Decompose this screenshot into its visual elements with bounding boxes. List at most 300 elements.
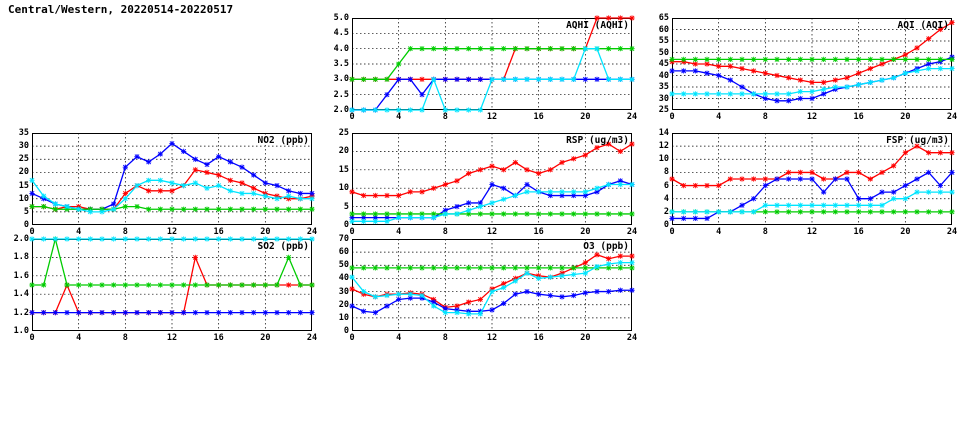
series-marker-d3 (204, 207, 209, 212)
series-marker-d4 (29, 178, 34, 183)
series-marker-d2 (903, 183, 908, 188)
series-marker-d4 (384, 107, 389, 112)
series-marker-d2 (396, 297, 401, 302)
series-marker-d2 (309, 310, 314, 315)
series-marker-d2 (914, 176, 919, 181)
series-marker-d2 (216, 310, 221, 315)
series-marker-d3 (669, 57, 674, 62)
series-marker-d3 (856, 57, 861, 62)
plot-label-rsp: RSP (ug/m3) (566, 135, 629, 146)
series-marker-d1 (594, 252, 599, 257)
series-marker-d3 (384, 211, 389, 216)
series-marker-d3 (548, 211, 553, 216)
series-marker-d4 (466, 208, 471, 213)
series-marker-d4 (583, 189, 588, 194)
series-marker-d4 (419, 215, 424, 220)
series-marker-d4 (856, 203, 861, 208)
plot-canvas-no2 (32, 133, 312, 225)
series-marker-d3 (833, 209, 838, 214)
series-marker-d1 (629, 253, 634, 258)
plot-label-fsp: FSP (ug/m3) (886, 135, 949, 146)
series-marker-d1 (903, 52, 908, 57)
y-tick-label: 20 (338, 146, 349, 157)
y-tick-label: 30 (338, 286, 349, 297)
x-tick-label: 20 (900, 112, 911, 122)
chart-panel-o3 (338, 234, 638, 343)
series-marker-d2 (798, 176, 803, 181)
series-marker-d3 (559, 211, 564, 216)
series-marker-d1 (618, 253, 623, 258)
series-marker-d2 (774, 176, 779, 181)
series-marker-d2 (298, 310, 303, 315)
series-marker-d3 (349, 77, 354, 82)
series-marker-d4 (798, 203, 803, 208)
y-tick-label: 2.5 (333, 89, 349, 100)
series-marker-d1 (419, 189, 424, 194)
series-marker-d3 (501, 265, 506, 270)
series-marker-d3 (53, 207, 58, 212)
series-marker-d1 (361, 193, 366, 198)
series-marker-d4 (669, 91, 674, 96)
series-marker-d2 (594, 77, 599, 82)
plot-label-o3: O3 (ppb) (583, 241, 629, 252)
y-tick-label: 50 (338, 260, 349, 271)
series-marker-d4 (833, 203, 838, 208)
series-marker-d1 (938, 150, 943, 155)
series-marker-d3 (193, 207, 198, 212)
series-marker-d3 (454, 265, 459, 270)
series-marker-d3 (763, 209, 768, 214)
series-marker-d2 (146, 310, 151, 315)
series-marker-d1 (146, 188, 151, 193)
series-marker-d2 (821, 91, 826, 96)
series-marker-d2 (146, 159, 151, 164)
series-marker-d2 (594, 289, 599, 294)
series-marker-d3 (454, 46, 459, 51)
series-marker-d1 (548, 167, 553, 172)
series-marker-d4 (606, 182, 611, 187)
series-marker-d4 (809, 203, 814, 208)
series-marker-d1 (466, 171, 471, 176)
series-marker-d3 (704, 57, 709, 62)
series-marker-d4 (548, 189, 553, 194)
series-marker-d3 (408, 265, 413, 270)
series-marker-d2 (489, 182, 494, 187)
series-marker-d3 (204, 282, 209, 287)
series-marker-d4 (548, 274, 553, 279)
y-tick-label: 55 (658, 36, 669, 46)
series-marker-d4 (594, 264, 599, 269)
x-tick-label: 8 (762, 227, 768, 237)
series-marker-d4 (204, 236, 209, 241)
series-marker-d1 (431, 186, 436, 191)
y-tick-label: 3.0 (333, 74, 349, 85)
series-marker-d3 (536, 265, 541, 270)
series-marker-d4 (111, 207, 116, 212)
x-tick-label: 24 (626, 112, 638, 122)
series-marker-d2 (786, 98, 791, 103)
series-marker-d2 (536, 292, 541, 297)
series-marker-d4 (478, 204, 483, 209)
series-marker-d4 (681, 91, 686, 96)
series-marker-d4 (594, 186, 599, 191)
series-marker-d1 (926, 36, 931, 41)
series-marker-d3 (111, 282, 116, 287)
series-marker-d3 (548, 46, 553, 51)
series-marker-d3 (536, 211, 541, 216)
series-marker-d3 (833, 57, 838, 62)
series-marker-d1 (618, 149, 623, 154)
plot-canvas-aqhi (352, 18, 632, 110)
x-tick-label: 24 (946, 227, 958, 237)
series-marker-d4 (204, 186, 209, 191)
series-marker-d1 (583, 260, 588, 265)
series-marker-d2 (298, 191, 303, 196)
series-marker-d4 (443, 211, 448, 216)
series-marker-d2 (274, 183, 279, 188)
chart-panel-no2 (18, 128, 318, 237)
series-marker-d3 (524, 265, 529, 270)
y-tick-label: 45 (658, 59, 669, 69)
series-marker-d2 (466, 200, 471, 205)
series-marker-d4 (76, 207, 81, 212)
y-tick-label: 1.8 (13, 252, 29, 263)
plot-label-aqhi: AQHI (AQHI) (566, 20, 629, 31)
series-marker-d2 (879, 190, 884, 195)
series-marker-d4 (443, 310, 448, 315)
series-marker-d4 (361, 219, 366, 224)
series-marker-d4 (384, 219, 389, 224)
series-marker-d2 (681, 216, 686, 221)
series-marker-d3 (251, 207, 256, 212)
x-tick-label: 8 (442, 227, 448, 237)
series-marker-d4 (548, 77, 553, 82)
series-marker-d4 (466, 311, 471, 316)
series-marker-d3 (903, 209, 908, 214)
series-marker-d1 (809, 80, 814, 85)
series-marker-d1 (763, 176, 768, 181)
series-marker-d3 (629, 46, 634, 51)
series-marker-d3 (466, 46, 471, 51)
series-marker-d4 (618, 77, 623, 82)
series-marker-d3 (239, 207, 244, 212)
series-marker-d1 (716, 64, 721, 69)
series-marker-d1 (751, 68, 756, 73)
series-marker-d3 (938, 57, 943, 62)
series-marker-d1 (763, 71, 768, 76)
series-marker-d3 (478, 265, 483, 270)
series-marker-d1 (856, 170, 861, 175)
series-marker-d2 (274, 310, 279, 315)
series-marker-d2 (204, 162, 209, 167)
series-marker-d2 (53, 310, 58, 315)
series-marker-d2 (454, 204, 459, 209)
series-marker-d4 (408, 292, 413, 297)
series-marker-d1 (868, 66, 873, 71)
series-marker-d2 (286, 310, 291, 315)
y-tick-label: 20 (18, 167, 29, 178)
series-marker-d4 (774, 203, 779, 208)
series-marker-d2 (786, 176, 791, 181)
series-marker-d1 (349, 189, 354, 194)
series-marker-d3 (384, 265, 389, 270)
y-tick-label: 2 (663, 206, 669, 217)
series-marker-d3 (856, 209, 861, 214)
series-marker-d4 (216, 236, 221, 241)
series-marker-d4 (478, 107, 483, 112)
series-marker-d4 (704, 91, 709, 96)
series-marker-d4 (169, 236, 174, 241)
series-marker-d4 (728, 209, 733, 214)
series-marker-d4 (879, 203, 884, 208)
series-marker-d3 (123, 282, 128, 287)
series-marker-d2 (949, 170, 954, 175)
series-marker-d4 (193, 180, 198, 185)
series-marker-d3 (443, 265, 448, 270)
y-tick-label: 8 (663, 167, 669, 178)
y-tick-label: 25 (18, 154, 29, 165)
y-tick-label: 20 (338, 299, 349, 310)
series-marker-d3 (349, 211, 354, 216)
series-marker-d4 (774, 91, 779, 96)
series-marker-d3 (914, 57, 919, 62)
series-marker-d4 (571, 189, 576, 194)
series-marker-d1 (559, 160, 564, 165)
series-marker-d4 (361, 289, 366, 294)
series-marker-d2 (384, 92, 389, 97)
series-marker-d2 (193, 157, 198, 162)
series-marker-d3 (286, 207, 291, 212)
series-marker-d2 (216, 154, 221, 159)
series-marker-d2 (29, 191, 34, 196)
series-marker-d4 (821, 87, 826, 92)
series-marker-d4 (536, 189, 541, 194)
series-marker-d3 (396, 265, 401, 270)
series-marker-d3 (926, 57, 931, 62)
series-marker-d4 (361, 107, 366, 112)
series-marker-d2 (606, 289, 611, 294)
series-marker-d4 (716, 209, 721, 214)
series-marker-d3 (728, 57, 733, 62)
series-marker-d4 (419, 293, 424, 298)
series-marker-d2 (181, 149, 186, 154)
chart-panel-aqhi (333, 13, 638, 122)
series-marker-d4 (298, 196, 303, 201)
series-marker-d4 (606, 77, 611, 82)
x-tick-label: 0 (349, 227, 355, 237)
series-marker-d2 (891, 190, 896, 195)
series-marker-d2 (158, 310, 163, 315)
series-marker-d3 (146, 207, 151, 212)
x-tick-label: 0 (29, 227, 35, 237)
series-marker-d4 (739, 209, 744, 214)
x-tick-label: 20 (260, 333, 271, 343)
series-marker-d3 (629, 211, 634, 216)
series-marker-d1 (228, 178, 233, 183)
series-marker-d4 (53, 236, 58, 241)
y-tick-label: 5.0 (333, 13, 349, 23)
series-marker-d1 (466, 299, 471, 304)
y-tick-label: 1.0 (13, 326, 29, 336)
series-marker-d4 (751, 209, 756, 214)
series-marker-d1 (879, 170, 884, 175)
series-marker-d4 (384, 293, 389, 298)
series-marker-d4 (856, 82, 861, 87)
y-tick-label: 1.4 (13, 289, 29, 300)
series-marker-d2 (693, 68, 698, 73)
x-tick-label: 8 (122, 227, 128, 237)
series-marker-d4 (158, 236, 163, 241)
series-marker-d3 (693, 57, 698, 62)
series-marker-d1 (833, 77, 838, 82)
series-marker-d1 (373, 193, 378, 198)
series-marker-d4 (251, 191, 256, 196)
y-tick-label: 1.6 (13, 270, 29, 281)
y-tick-label: 5 (343, 201, 349, 212)
series-marker-d4 (286, 193, 291, 198)
series-marker-d3 (396, 61, 401, 66)
series-marker-d3 (681, 57, 686, 62)
y-tick-label: 70 (338, 234, 349, 244)
series-marker-d3 (193, 282, 198, 287)
x-tick-label: 0 (29, 333, 35, 343)
series-marker-d1 (349, 286, 354, 291)
series-marker-d4 (309, 196, 314, 201)
series-marker-d4 (891, 75, 896, 80)
series-marker-d4 (111, 236, 116, 241)
series-marker-d3 (879, 57, 884, 62)
series-marker-d1 (669, 176, 674, 181)
series-marker-d4 (146, 236, 151, 241)
series-marker-d4 (798, 89, 803, 94)
series-marker-d3 (158, 282, 163, 287)
series-marker-d3 (309, 282, 314, 287)
series-marker-d3 (216, 282, 221, 287)
x-tick-label: 20 (580, 333, 591, 343)
series-marker-d3 (158, 207, 163, 212)
series-marker-d2 (524, 182, 529, 187)
y-tick-label: 0 (343, 326, 349, 336)
series-marker-d2 (704, 216, 709, 221)
series-marker-d2 (926, 170, 931, 175)
series-marker-d2 (123, 310, 128, 315)
series-marker-d2 (361, 309, 366, 314)
y-tick-label: 4.5 (333, 28, 349, 39)
series-marker-d3 (938, 209, 943, 214)
series-marker-d4 (349, 219, 354, 224)
series-marker-d4 (169, 180, 174, 185)
series-marker-d1 (478, 167, 483, 172)
series-marker-d3 (949, 57, 954, 62)
series-marker-d1 (751, 176, 756, 181)
series-marker-d4 (751, 91, 756, 96)
series-marker-d4 (88, 236, 93, 241)
series-marker-d2 (134, 154, 139, 159)
series-marker-d4 (571, 272, 576, 277)
series-marker-d4 (419, 107, 424, 112)
series-marker-d4 (821, 203, 826, 208)
series-marker-d2 (798, 96, 803, 101)
x-tick-label: 24 (306, 227, 318, 237)
series-marker-d3 (263, 282, 268, 287)
series-marker-d3 (361, 77, 366, 82)
plot-canvas-aqi (672, 18, 952, 110)
series-marker-d4 (669, 209, 674, 214)
series-marker-d2 (728, 77, 733, 82)
series-marker-d4 (489, 289, 494, 294)
series-marker-d4 (309, 236, 314, 241)
series-marker-d3 (606, 211, 611, 216)
series-marker-d3 (524, 211, 529, 216)
series-marker-d4 (926, 66, 931, 71)
y-tick-label: 10 (338, 183, 349, 194)
series-marker-d3 (914, 209, 919, 214)
series-marker-d1 (501, 167, 506, 172)
series-marker-d1 (123, 191, 128, 196)
series-marker-d3 (169, 282, 174, 287)
series-marker-d2 (204, 310, 209, 315)
series-marker-d2 (384, 303, 389, 308)
series-marker-d1 (419, 77, 424, 82)
series-marker-d4 (373, 219, 378, 224)
series-marker-d4 (786, 91, 791, 96)
series-marker-d4 (29, 236, 34, 241)
series-marker-d3 (821, 209, 826, 214)
chart-panel-aqi (658, 13, 958, 122)
series-marker-d4 (228, 236, 233, 241)
series-marker-d3 (274, 207, 279, 212)
series-marker-d4 (513, 193, 518, 198)
series-marker-d4 (181, 236, 186, 241)
chart-panel-fsp (658, 128, 958, 237)
series-marker-d1 (798, 170, 803, 175)
series-marker-d3 (571, 265, 576, 270)
y-tick-label: 30 (18, 141, 29, 152)
series-marker-d2 (454, 77, 459, 82)
series-marker-d3 (169, 207, 174, 212)
y-tick-label: 0 (343, 220, 349, 230)
series-marker-d3 (361, 211, 366, 216)
series-marker-d2 (443, 77, 448, 82)
series-marker-d4 (524, 189, 529, 194)
series-marker-d3 (88, 282, 93, 287)
series-marker-d2 (681, 68, 686, 73)
y-tick-label: 4 (663, 193, 669, 204)
series-marker-d4 (134, 183, 139, 188)
series-marker-d4 (41, 193, 46, 198)
series-marker-d3 (821, 57, 826, 62)
page-title: Central/Western, 20220514-20220517 (8, 3, 234, 16)
plot-label-no2: NO2 (ppb) (257, 135, 309, 146)
series-marker-d3 (298, 282, 303, 287)
x-tick-label: 20 (580, 227, 591, 237)
series-marker-d3 (513, 265, 518, 270)
series-marker-d3 (844, 57, 849, 62)
series-marker-d1 (844, 170, 849, 175)
series-marker-d2 (763, 183, 768, 188)
series-marker-d4 (809, 89, 814, 94)
series-marker-d4 (903, 196, 908, 201)
x-tick-label: 16 (533, 333, 544, 343)
series-marker-d1 (949, 20, 954, 25)
series-marker-d4 (373, 294, 378, 299)
series-marker-d3 (286, 255, 291, 260)
series-marker-d1 (693, 183, 698, 188)
series-marker-d3 (868, 209, 873, 214)
series-marker-d4 (158, 178, 163, 183)
series-marker-d3 (123, 204, 128, 209)
series-marker-d2 (559, 294, 564, 299)
